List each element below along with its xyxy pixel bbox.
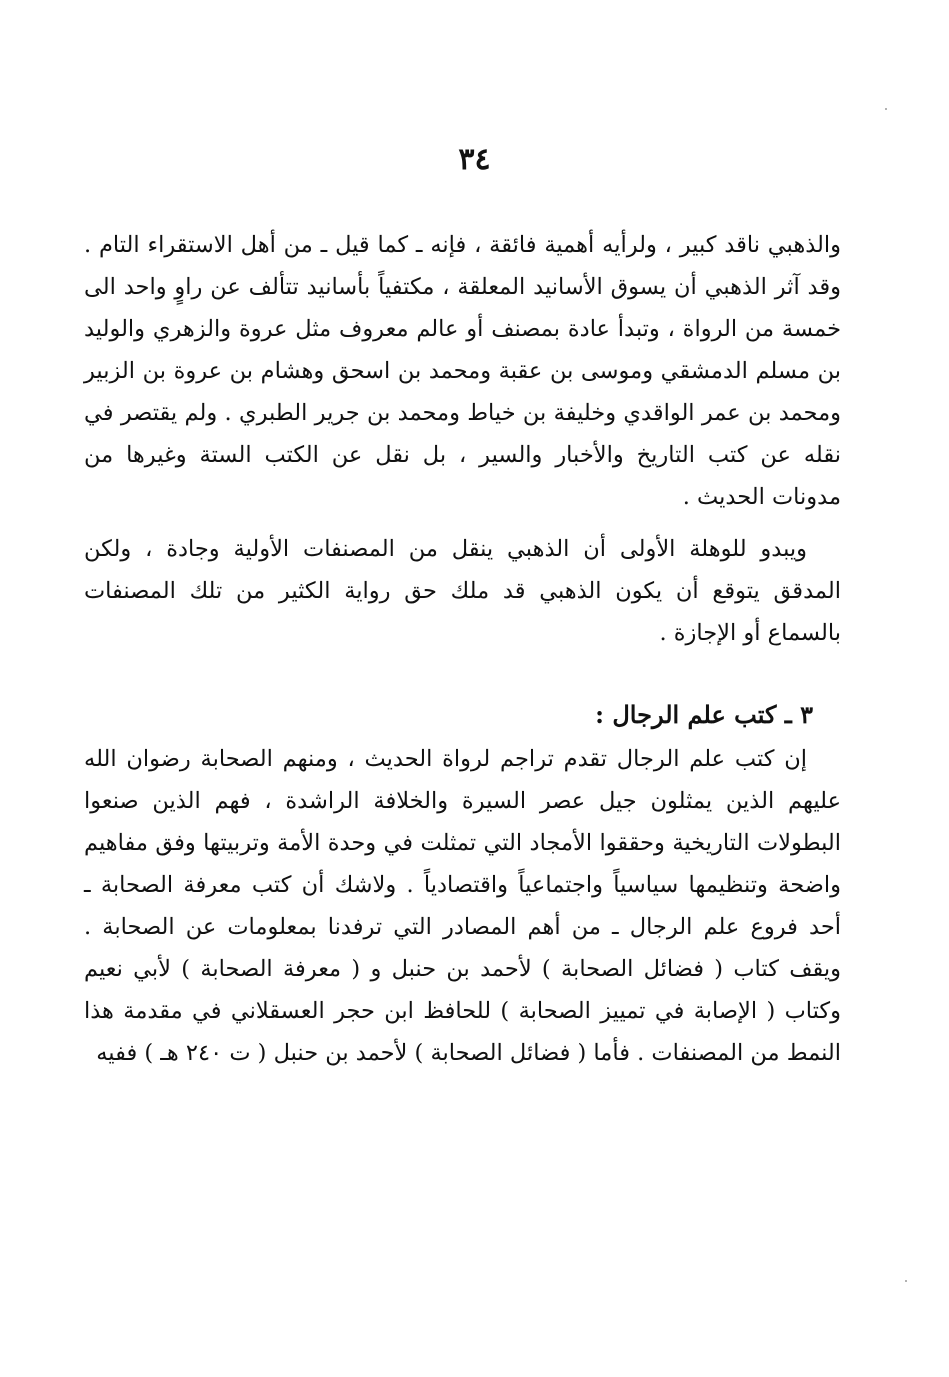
paragraph-2 (84, 528, 841, 654)
section-heading: ٣ ـ كتب علم الرجال : (595, 700, 813, 729)
page-number: ٣٤ (458, 142, 491, 177)
paragraph-1 (84, 224, 841, 518)
scan-speck (885, 108, 887, 110)
paragraph-3-text: إن كتب علم الرجال تقدم تراجم لرواة الحديث ، ومنهم الصحابة رضوان الله عليهم الذين يمثلون جيل عصر السيرة والخلافة الراشدة ، فهم الذين صنعوا البطولات التاريخية وحققوا الأمجاد التي تمثلت في وحدة الأمة وتربيتها وفق مفاهيم واضحة وتنظيمها سياسياً واجتماعياً واقتصادياً . ولاشك أن كتب معرفة الصحابة ـ أحد فروع علم الرجال ـ من أهم المصادر التي ترفدنا بمعلومات عن الصحابة . ويقف كتاب ( فضائل الصحابة ) لأحمد بن حنبل و ( معرفة الصحابة ) لأبي نعيم وكتاب ( الإصابة في تمييز الصحابة ) للحافظ ابن حجر العسقلاني في مقدمة هذا النمط من المصنفات . فأما ( فضائل الصحابة ) لأحمد بن حنبل ( ت ٢٤٠ هـ ) ففيه (84, 746, 841, 1066)
scan-speck (905, 1280, 907, 1282)
paragraph-2-text: ويبدو للوهلة الأولى أن الذهبي ينقل من المصنفات الأولية وجادة ، ولكن المدقق يتوقع أن يكون الذهبي قد ملك حق رواية الكثير من تلك المصنفات بالسماع أو الإجازة . (84, 536, 841, 646)
paragraph-1-text: والذهبي ناقد كبير ، ولرأيه أهمية فائقة ، فإنه ـ كما قيل ـ من أهل الاستقراء التام . وقد آثر الذهبي أن يسوق الأسانيد المعلقة ، مكتفياً بأسانيد تتألف عن راوٍ واحد الى خمسة من الرواة ، وتبدأ عادة بمصنف أو عالم معروف مثل عروة والزهري والوليد بن مسلم الدمشقي وموسى بن عقبة ومحمد بن اسحق وهشام بن عروة بن الزبير ومحمد بن عمر الواقدي وخليفة بن خياط ومحمد بن جرير الطبري . ولم يقتصر في نقله عن كتب التاريخ والأخبار والسير ، بل نقل عن الكتب الستة وغيرها من مدونات الحديث . (84, 232, 841, 510)
paragraph-3 (84, 738, 841, 1074)
